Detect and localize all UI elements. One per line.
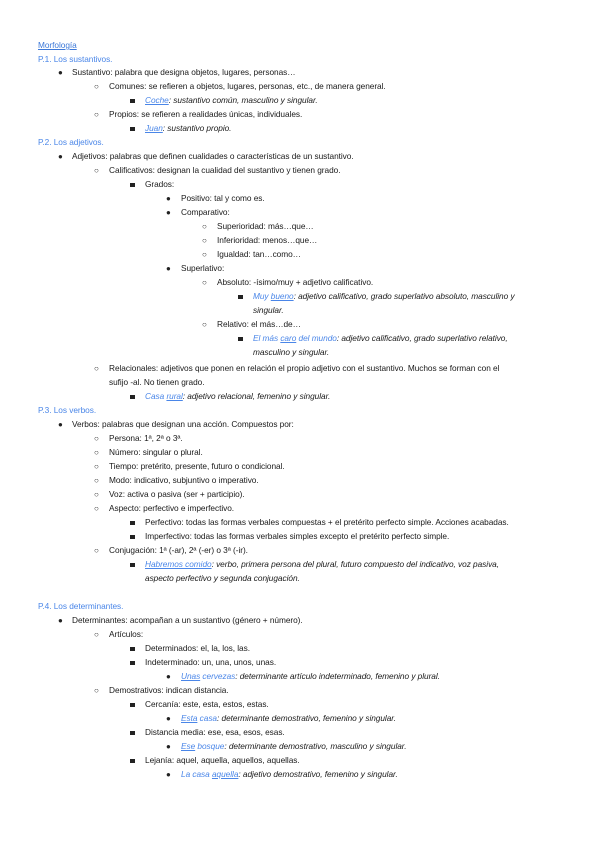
item-igualdad: Igualdad: tan…como… — [217, 249, 301, 259]
example-distancia-media — [181, 741, 406, 752]
bullet-disc: ● — [166, 672, 171, 681]
item-distancia-media: Distancia media: ese, esa, esos, esas. — [145, 727, 285, 737]
section-heading-adjetivos: P.2. Los adjetivos. — [38, 137, 104, 147]
item-comunes: Comunes: se refieren a objetos, lugares, personas, etc., de manera general. — [109, 81, 386, 91]
item-imperfectivo: Imperfectivo: todas las formas verbales simples excepto el pretérito perfecto simple. — [145, 531, 450, 541]
item-calificativos: Calificativos: designan la cualidad del sustantivo y tienen grado. — [109, 165, 341, 175]
bullet-disc: ● — [58, 68, 63, 77]
bullet-circle: ○ — [94, 546, 99, 555]
bullet-circle: ○ — [202, 236, 207, 245]
example-word: Habremos comido — [145, 559, 212, 569]
example-word: Coche — [145, 95, 169, 105]
item-adjetivos: Adjetivos: palabras que definen cualidades o características de un sustantivo. — [72, 151, 354, 161]
item-tiempo: Tiempo: pretérito, presente, futuro o condicional. — [109, 461, 285, 471]
bullet-square — [130, 95, 135, 106]
item-sustantivo: Sustantivo: palabra que designa objetos, lugares, personas… — [72, 67, 296, 77]
bullet-circle: ○ — [94, 490, 99, 499]
item-cercania: Cercanía: este, esta, estos, estas. — [145, 699, 269, 709]
item-absoluto: Absoluto: -ísimo/muy + adjetivo calificativo. — [217, 277, 374, 287]
item-lejania: Lejanía: aquel, aquella, aquellos, aquellas. — [145, 755, 300, 765]
example-word: Casa — [145, 391, 167, 401]
example-description: : adjetivo demostrativo, femenino y singular. — [238, 769, 398, 779]
bullet-square — [130, 559, 135, 570]
item-grados: Grados: — [145, 179, 175, 189]
item-inferioridad: Inferioridad: menos…que… — [217, 235, 318, 245]
bullet-circle: ○ — [94, 166, 99, 175]
bullet-circle: ○ — [94, 504, 99, 513]
document-title: Morfología — [38, 40, 77, 50]
item-verbos: Verbos: palabras que designan una acción. Compuestos por: — [72, 419, 294, 429]
example-propios — [145, 123, 231, 134]
bullet-square — [130, 657, 135, 668]
example-word: cervezas — [200, 671, 236, 681]
item-conjugacion: Conjugación: 1ª (-ar), 2ª (-er) o 3ª (-ir). — [109, 545, 248, 555]
example-lejania — [181, 769, 398, 780]
bullet-disc: ● — [166, 208, 171, 217]
example-description: : sustantivo propio. — [162, 123, 232, 133]
example-comunes — [145, 95, 318, 106]
example-cercania — [181, 713, 396, 724]
example-relativo — [253, 333, 508, 344]
example-conjugacion — [145, 559, 499, 570]
example-word: Muy — [253, 291, 271, 301]
item-indeterminado: Indeterminado: un, una, unos, unas. — [145, 657, 277, 667]
example-description: : determinante artículo indeterminado, femenino y plural. — [235, 671, 440, 681]
example-word-highlight: aquella — [211, 769, 239, 779]
bullet-square — [130, 531, 135, 542]
bullet-circle: ○ — [94, 110, 99, 119]
example-description: : adjetivo relacional, femenino y singular. — [182, 391, 331, 401]
example-word-highlight: Esta — [181, 713, 198, 723]
bullet-circle: ○ — [94, 448, 99, 457]
example-word: Juan — [145, 123, 163, 133]
bullet-circle: ○ — [202, 222, 207, 231]
example-absoluto-cont: singular. — [253, 305, 284, 315]
bullet-square — [238, 291, 243, 302]
example-conjugacion-cont: aspecto perfectivo y segunda conjugación. — [145, 573, 300, 583]
example-word-highlight: rural — [166, 391, 183, 401]
bullet-circle: ○ — [202, 278, 207, 287]
bullet-circle: ○ — [94, 82, 99, 91]
bullet-circle: ○ — [202, 320, 207, 329]
bullet-square — [238, 333, 243, 344]
bullet-disc: ● — [166, 194, 171, 203]
bullet-circle: ○ — [94, 476, 99, 485]
item-persona: Persona: 1ª, 2ª o 3ª. — [109, 433, 183, 443]
example-word: bosque — [195, 741, 225, 751]
bullet-square — [130, 123, 135, 134]
example-description: : adjetivo calificativo, grado superlativo absoluto, masculino y — [293, 291, 515, 301]
example-description: : determinante demostrativo, masculino y singular. — [224, 741, 407, 751]
section-heading-determinantes: P.4. Los determinantes. — [38, 601, 124, 611]
bullet-square — [130, 699, 135, 710]
bullet-square — [130, 727, 135, 738]
example-word-highlight: bueno — [270, 291, 294, 301]
bullet-square — [130, 179, 135, 190]
item-superioridad: Superioridad: más…que… — [217, 221, 314, 231]
bullet-square — [130, 517, 135, 528]
bullet-circle: ○ — [94, 630, 99, 639]
item-determinantes: Determinantes: acompañan a un sustantivo (género + número). — [72, 615, 303, 625]
bullet-disc: ● — [166, 770, 171, 779]
section-heading-verbos: P.3. Los verbos. — [38, 405, 97, 415]
item-modo: Modo: indicativo, subjuntivo o imperativo. — [109, 475, 259, 485]
example-relacionales — [145, 391, 330, 402]
example-description: : adjetivo calificativo, grado superlativo relativo, — [336, 333, 508, 343]
bullet-disc: ● — [166, 714, 171, 723]
item-articulos: Artículos: — [109, 629, 144, 639]
bullet-circle: ○ — [202, 250, 207, 259]
item-superlativo: Superlativo: — [181, 263, 225, 273]
bullet-disc: ● — [166, 742, 171, 751]
example-description: : verbo, primera persona del plural, futuro compuesto del indicativo, voz pasiva, — [211, 559, 499, 569]
bullet-square — [130, 643, 135, 654]
item-perfectivo: Perfectivo: todas las formas verbales compuestas + el pretérito perfecto simple. Acciones acabadas. — [145, 517, 509, 527]
example-word-highlight: Unas — [181, 671, 201, 681]
section-heading-sustantivos: P.1. Los sustantivos. — [38, 54, 113, 64]
example-word-highlight: Ese — [181, 741, 196, 751]
bullet-circle: ○ — [94, 364, 99, 373]
example-word: El más — [253, 333, 281, 343]
item-numero: Número: singular o plural. — [109, 447, 203, 457]
item-aspecto: Aspecto: perfectivo e imperfectivo. — [109, 503, 235, 513]
example-description: : sustantivo común, masculino y singular. — [168, 95, 318, 105]
bullet-circle: ○ — [94, 434, 99, 443]
item-propios: Propios: se refieren a realidades únicas, individuales. — [109, 109, 303, 119]
item-voz: Voz: activa o pasiva (ser + participio). — [109, 489, 245, 499]
bullet-circle: ○ — [94, 462, 99, 471]
example-description: : determinante demostrativo, femenino y singular. — [217, 713, 396, 723]
item-demostrativos: Demostrativos: indican distancia. — [109, 685, 229, 695]
bullet-circle: ○ — [94, 686, 99, 695]
item-relacionales-cont: sufijo -al. No tienen grado. — [109, 377, 205, 387]
bullet-disc: ● — [58, 420, 63, 429]
example-absoluto — [253, 291, 515, 302]
bullet-disc: ● — [166, 264, 171, 273]
item-relativo: Relativo: el más…de… — [217, 319, 301, 329]
item-comparativo: Comparativo: — [181, 207, 230, 217]
example-word: La casa — [181, 769, 212, 779]
item-positivo: Positivo: tal y como es. — [181, 193, 265, 203]
bullet-disc: ● — [58, 616, 63, 625]
example-word: casa — [197, 713, 217, 723]
item-determinados: Determinados: el, la, los, las. — [145, 643, 250, 653]
bullet-square — [130, 755, 135, 766]
example-relativo-cont: masculino y singular. — [253, 347, 330, 357]
item-relacionales: Relacionales: adjetivos que ponen en relación el propio adjetivo con el sustantivo. Muchos se forman con el — [109, 363, 500, 373]
example-word: del mundo — [296, 333, 337, 343]
bullet-disc: ● — [58, 152, 63, 161]
bullet-square — [130, 391, 135, 402]
example-indeterminado — [181, 671, 440, 682]
example-word-highlight: caro — [280, 333, 297, 343]
